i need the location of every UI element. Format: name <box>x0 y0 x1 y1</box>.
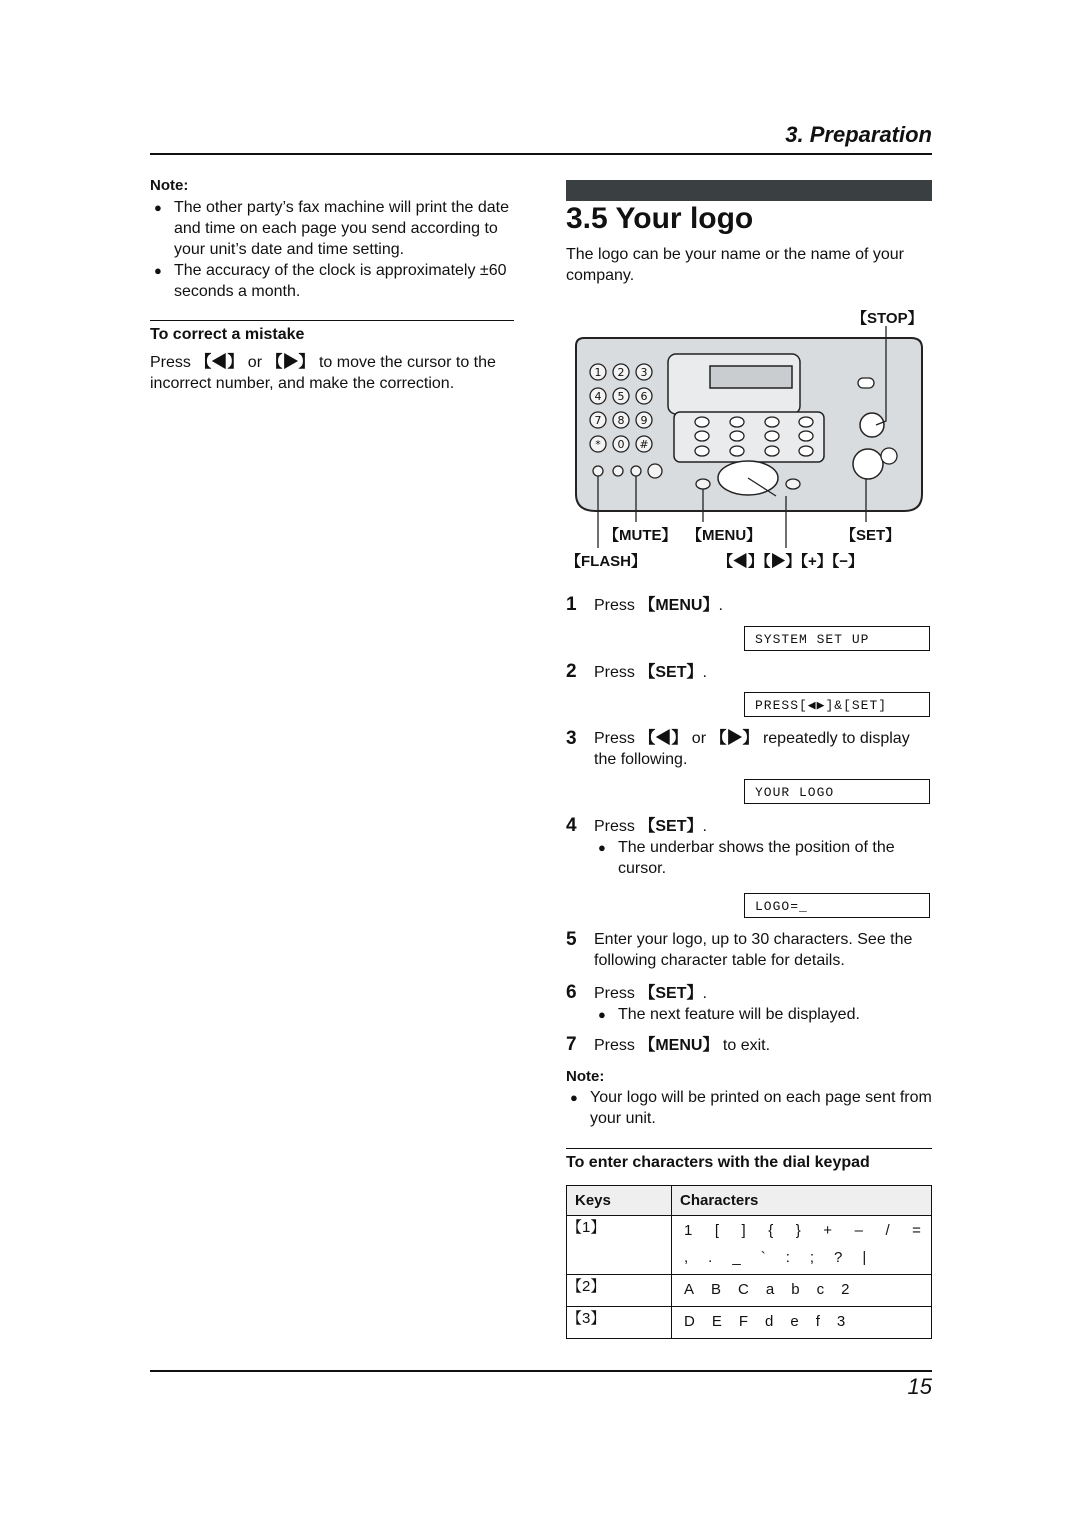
chars-cell <box>672 1216 932 1275</box>
step-number: 7 <box>566 1034 577 1055</box>
stop-label: 【STOP】 <box>852 310 923 327</box>
char: + <box>823 1222 833 1239</box>
key-cell: 【3】 <box>567 1307 672 1339</box>
keypad-key: * <box>595 438 601 451</box>
step-1 <box>566 594 723 616</box>
column-header: Keys <box>567 1186 672 1216</box>
right-arrow-key: 【▶】 <box>710 730 759 747</box>
table-row <box>567 1307 932 1339</box>
footer-rule <box>150 1370 932 1372</box>
char-line <box>672 1216 931 1243</box>
table-header-row <box>567 1186 932 1216</box>
set-key: 【SET】 <box>639 818 703 835</box>
title-bar <box>566 180 932 201</box>
keypad-key: 4 <box>594 390 602 403</box>
char: d <box>765 1313 774 1330</box>
keypad-key: 3 <box>640 366 648 379</box>
step-3 <box>566 728 932 770</box>
char: _ <box>732 1249 741 1266</box>
step-number: 5 <box>566 929 577 950</box>
char: a <box>765 1281 775 1298</box>
char: A <box>684 1281 695 1298</box>
text: repeatedly to display the following. <box>594 730 910 768</box>
fax-machine-diagram <box>566 326 932 548</box>
text: Press <box>594 1037 640 1054</box>
char: , <box>684 1249 689 1266</box>
right-arrow-key: 【▶】 <box>266 354 315 371</box>
char: 3 <box>836 1313 846 1330</box>
char: – <box>854 1222 863 1239</box>
char: B <box>711 1281 722 1298</box>
set-label: 【SET】 <box>841 527 901 544</box>
keypad-key: 1 <box>594 366 602 379</box>
character-table <box>566 1185 932 1339</box>
step-7 <box>566 1034 770 1056</box>
lcd-display: YOUR LOGO <box>744 779 930 804</box>
text: Press <box>594 818 640 835</box>
page-number: 15 <box>907 1374 932 1399</box>
char: | <box>862 1249 867 1266</box>
char-line <box>672 1307 931 1338</box>
char: b <box>791 1281 800 1298</box>
subhead-correct-mistake: To correct a mistake <box>150 326 305 343</box>
set-key: 【SET】 <box>639 664 703 681</box>
keypad-key: 5 <box>617 390 625 403</box>
key-cell: 【2】 <box>567 1275 672 1307</box>
char: ; <box>809 1249 815 1266</box>
step-number: 2 <box>566 661 577 682</box>
char: C <box>738 1281 749 1298</box>
left-arrow-key: 【◀】 <box>639 730 688 747</box>
text: Enter your logo, up to 30 characters. See the following character table for details. <box>594 931 913 969</box>
text: to move the cursor to the incorrect number, and make the correction. <box>150 354 496 392</box>
mute-label: 【MUTE】 <box>604 527 677 544</box>
char-line <box>672 1243 931 1274</box>
step-number: 1 <box>566 594 577 615</box>
lcd-display: SYSTEM SET UP <box>744 626 930 651</box>
flash-label: 【FLASH】 <box>566 553 646 570</box>
char: 1 <box>684 1222 693 1239</box>
step-6 <box>566 982 932 1025</box>
keypad-key: 9 <box>640 414 648 427</box>
subhead-dial-keypad: To enter characters with the dial keypad <box>566 1154 870 1171</box>
step-number: 4 <box>566 815 577 836</box>
menu-key: 【MENU】 <box>639 1037 719 1054</box>
left-arrow-key: 【◀】 <box>195 354 244 371</box>
step-5 <box>566 929 932 971</box>
char: : <box>785 1249 790 1266</box>
text: . <box>702 818 707 835</box>
note-label: Note: <box>150 177 189 194</box>
keypad-key: 8 <box>617 414 625 427</box>
char: e <box>790 1313 799 1330</box>
keypad-key: 2 <box>617 366 625 379</box>
char-line <box>672 1275 931 1306</box>
note-bullet <box>566 1087 932 1129</box>
char: ? <box>834 1249 843 1266</box>
step-number: 3 <box>566 728 577 749</box>
note-bullet-text: ● Your logo will be printed on each page sent from your unit. <box>566 1087 932 1129</box>
chars-cell <box>672 1275 932 1307</box>
text: Press <box>594 985 640 1002</box>
column-header: Characters <box>672 1186 932 1216</box>
char: ] <box>741 1222 746 1239</box>
char: = <box>912 1222 921 1239</box>
section-title: 3. Preparation <box>785 122 932 147</box>
char: } <box>795 1222 801 1239</box>
char: c <box>816 1281 825 1298</box>
char: 2 <box>841 1281 850 1298</box>
lcd-display: LOGO=_ <box>744 893 930 918</box>
note-bullet: ● The other party’s fax machine will print the date and time on each page you send according to your unit’s date and time setting. <box>150 197 516 260</box>
divider <box>150 320 514 321</box>
char: [ <box>714 1222 720 1239</box>
menu-key: 【MENU】 <box>639 597 719 614</box>
note-bullet: ● The accuracy of the clock is approximately ±60 seconds a month. <box>150 260 516 302</box>
table-row <box>567 1275 932 1307</box>
page-heading: 3.5 Your logo <box>566 202 754 235</box>
set-key: 【SET】 <box>639 985 703 1002</box>
keypad-key: 0 <box>617 438 625 451</box>
char: F <box>738 1313 749 1330</box>
note-list <box>150 197 516 302</box>
text: Press <box>594 597 640 614</box>
text: or <box>243 354 267 371</box>
step-bullet: ● The underbar shows the position of the cursor. <box>594 837 932 879</box>
step-4 <box>566 815 932 879</box>
lcd-display: PRESS[◀▶]&[SET] <box>744 692 930 717</box>
text: to exit. <box>718 1037 771 1054</box>
correct-mistake-text <box>150 352 500 394</box>
text: Press <box>594 664 640 681</box>
table-row <box>567 1216 932 1275</box>
char: ` <box>760 1249 766 1266</box>
key-cell: 【1】 <box>567 1216 672 1275</box>
char: E <box>711 1313 722 1330</box>
header-rule <box>150 153 932 155</box>
keypad-key: # <box>639 438 649 451</box>
char: { <box>768 1222 774 1239</box>
text: Press <box>150 354 196 371</box>
text: or <box>687 730 711 747</box>
text: . <box>718 597 723 614</box>
keypad-key: 6 <box>640 390 648 403</box>
text: . <box>702 664 707 681</box>
step-bullet: ● The next feature will be displayed. <box>594 1004 932 1025</box>
text: . <box>702 985 707 1002</box>
note-label: Note: <box>566 1068 605 1085</box>
intro-text: The logo can be your name or the name of your company. <box>566 246 904 284</box>
navigator-keys-label: 【◀】【▶】【+】【−】 <box>718 553 864 570</box>
menu-label: 【MENU】 <box>687 527 762 544</box>
step-2 <box>566 661 707 683</box>
char: f <box>815 1313 820 1330</box>
chars-cell <box>672 1307 932 1339</box>
step-number: 6 <box>566 982 577 1003</box>
divider <box>566 1148 932 1149</box>
char: . <box>708 1249 713 1266</box>
char: / <box>885 1222 890 1239</box>
keypad-key: 7 <box>594 414 602 427</box>
char: D <box>684 1313 695 1330</box>
text: Press <box>594 730 640 747</box>
